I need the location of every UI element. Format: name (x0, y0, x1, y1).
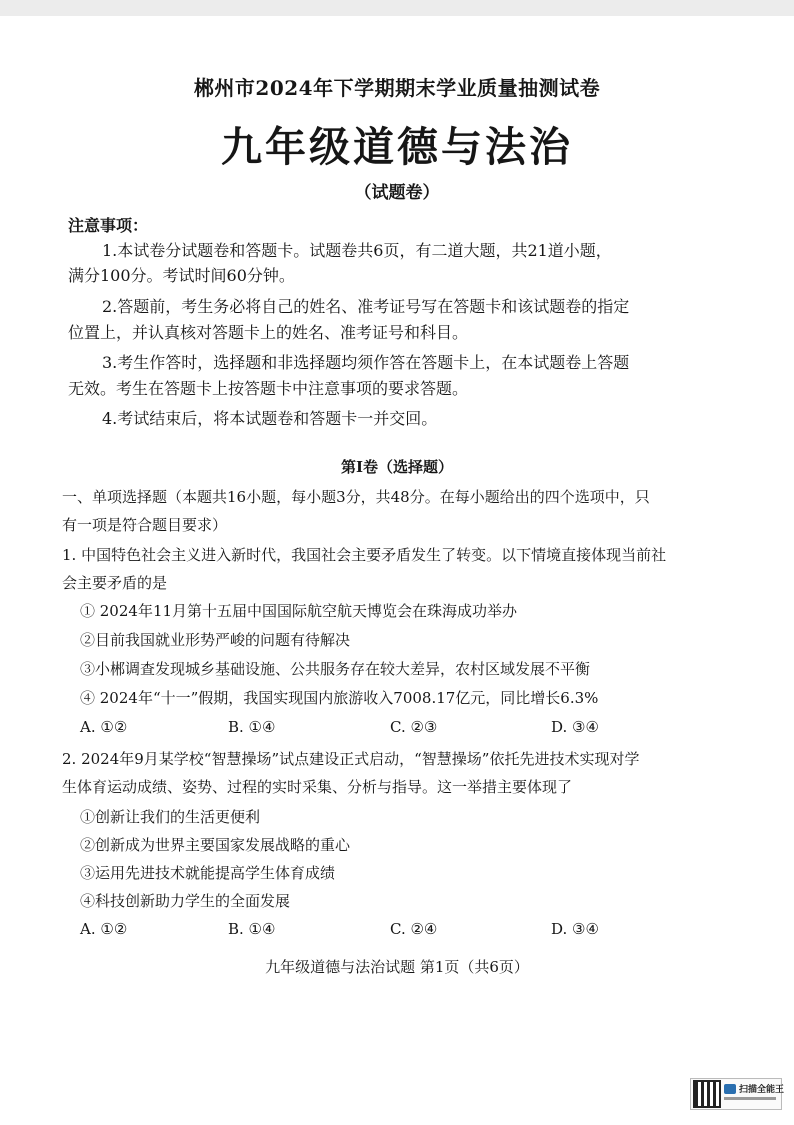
question-2-option-b: B. ①④ (228, 920, 276, 938)
question-1-item: ④ 2024年“十一”假期，我国实现国内旅游收入7008.17亿元，同比增长6.3% (80, 689, 599, 707)
question-1-option-a: A. ①② (80, 718, 128, 736)
exam-title: 九年级道德与法治 (221, 123, 573, 171)
question-2-item: ①创新让我们的生活更便利 (80, 808, 261, 826)
question-2-item: ③运用先进技术就能提高学生体育成绩 (80, 864, 336, 882)
question-1-item: ① 2024年11月第十五届中国国际航空航天博览会在珠海成功举办 (80, 602, 518, 620)
paper-type-label: （试题卷） (354, 183, 440, 203)
scanner-tagline-bar (724, 1097, 776, 1100)
qr-code-icon (695, 1082, 719, 1106)
question-1-item: ③小郴调查发现城乡基础设施、公共服务存在较大差异，农村区域发展不平衡 (80, 660, 591, 678)
notice-line: 4.考试结束后，将本试题卷和答题卡一并交回。 (102, 409, 438, 428)
question-1-stem: 1. 中国特色社会主义进入新时代，我国社会主要矛盾发生了转变。以下情境直接体现当前社 (62, 546, 667, 564)
question-1-option-d: D. ③④ (551, 718, 599, 736)
question-2-stem: 2. 2024年9月某学校“智慧操场”试点建设正式启动，“智慧操场”依托先进技术实现对学 (62, 750, 640, 768)
section-instruction: 有一项是符合题目要求） (62, 516, 228, 534)
exam-subtitle: 郴州市2024年下学期期末学业质量抽测试卷 (193, 76, 601, 100)
notice-line: 3.考生作答时，选择题和非选择题均须作答在答题卡上，在本试题卷上答题 (102, 353, 630, 372)
question-2-option-d: D. ③④ (551, 920, 599, 938)
part-one-title: 第Ⅰ卷（选择题） (340, 458, 454, 476)
question-1-option-c: C. ②③ (390, 718, 438, 736)
notice-line: 位置上，并认真核对答题卡上的姓名、准考证号和科目。 (68, 323, 469, 342)
page-footer: 九年级道德与法治试题 第1页（共6页） (265, 958, 529, 976)
notice-heading: 注意事项： (68, 216, 149, 235)
section-instruction: 一、单项选择题（本题共16小题，每小题3分，共48分。在每小题给出的四个选项中，只 (62, 488, 650, 506)
scanner-watermark-badge (690, 1078, 785, 1110)
question-2-stem: 生体育运动成绩、姿势、过程的实时采集、分析与指导。这一举措主要体现了 (62, 778, 573, 796)
notice-line: 2.答题前，考生务必将自己的姓名、准考证号写在答题卡和该试题卷的指定 (102, 297, 630, 316)
notice-line: 无效。考生在答题卡上按答题卡中注意事项的要求答题。 (68, 379, 469, 398)
question-1-option-b: B. ①④ (228, 718, 276, 736)
question-2-option-a: A. ①② (80, 920, 128, 938)
notice-line: 1.本试卷分试题卷和答题卡。试题卷共6页，有二道大题，共21道小题， (102, 241, 612, 260)
scanner-label: 扫描全能王 (739, 1085, 785, 1095)
question-2-item: ④科技创新助力学生的全面发展 (80, 892, 291, 910)
question-1-stem: 会主要矛盾的是 (62, 574, 168, 592)
question-2-item: ②创新成为世界主要国家发展战略的重心 (80, 836, 351, 854)
question-2-option-c: C. ②④ (390, 920, 438, 938)
scanner-logo-icon (724, 1084, 736, 1094)
question-1-item: ②目前我国就业形势严峻的问题有待解决 (80, 631, 351, 649)
notice-line: 满分100分。考试时间60分钟。 (68, 266, 295, 285)
